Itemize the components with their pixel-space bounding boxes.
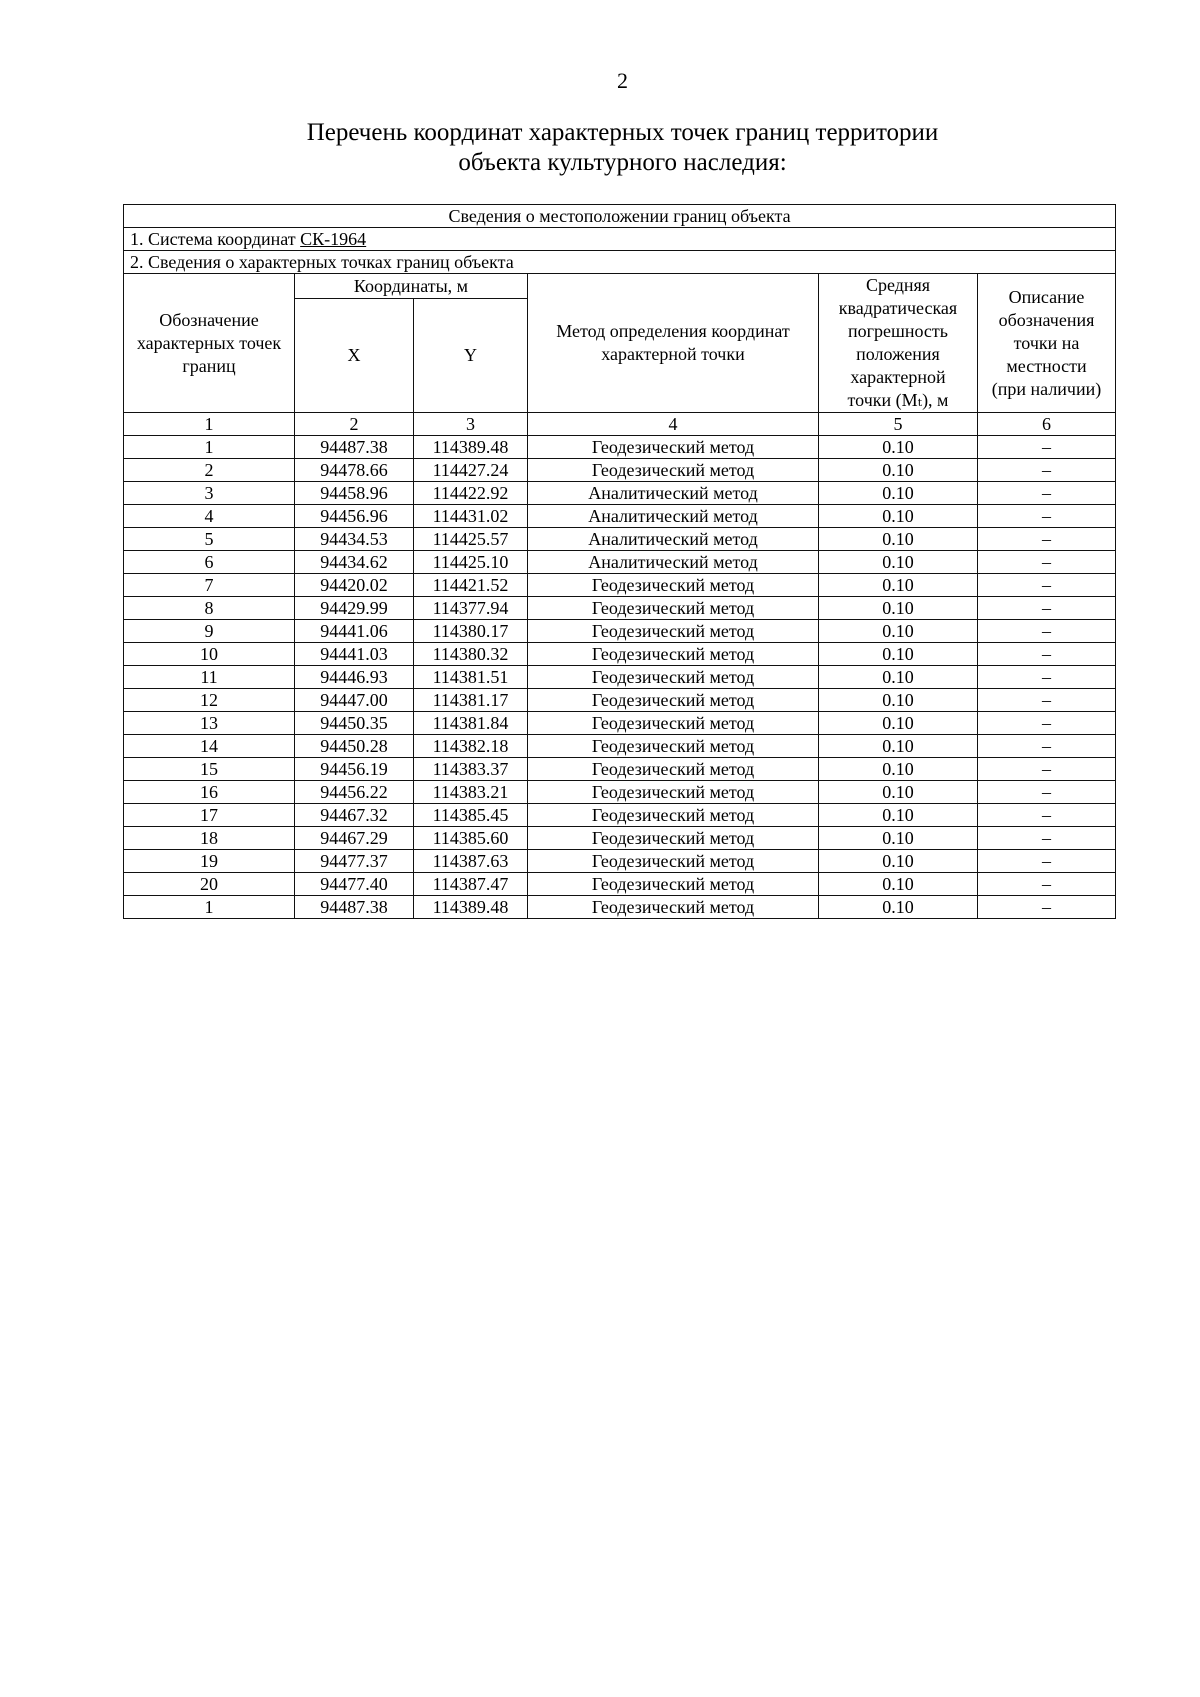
error-cell: 0.10 xyxy=(819,758,978,781)
x-cell: 94467.32 xyxy=(295,804,414,827)
x-cell: 94434.62 xyxy=(295,551,414,574)
method-cell: Геодезический метод xyxy=(528,896,819,919)
description-cell: – xyxy=(978,735,1116,758)
x-cell: 94477.37 xyxy=(295,850,414,873)
x-cell: 94446.93 xyxy=(295,666,414,689)
table-row xyxy=(124,551,1116,574)
error-cell: 0.10 xyxy=(819,551,978,574)
y-cell: 114383.37 xyxy=(414,758,528,781)
method-cell: Геодезический метод xyxy=(528,574,819,597)
point-number-cell: 20 xyxy=(124,873,295,896)
method-cell: Геодезический метод xyxy=(528,689,819,712)
method-cell: Геодезический метод xyxy=(528,643,819,666)
table-section-title-row xyxy=(124,205,1116,228)
y-cell: 114383.21 xyxy=(414,781,528,804)
description-cell: – xyxy=(978,505,1116,528)
table-row xyxy=(124,804,1116,827)
error-cell: 0.10 xyxy=(819,689,978,712)
y-cell: 114389.48 xyxy=(414,896,528,919)
column-number-cell: 3 xyxy=(414,413,528,436)
x-cell: 94441.03 xyxy=(295,643,414,666)
error-cell: 0.10 xyxy=(819,505,978,528)
description-cell: – xyxy=(978,804,1116,827)
table-row xyxy=(124,482,1116,505)
description-cell: – xyxy=(978,827,1116,850)
method-cell: Геодезический метод xyxy=(528,735,819,758)
description-cell: – xyxy=(978,574,1116,597)
x-cell: 94478.66 xyxy=(295,459,414,482)
column-number-cell: 2 xyxy=(295,413,414,436)
point-number-cell: 9 xyxy=(124,620,295,643)
method-cell: Геодезический метод xyxy=(528,459,819,482)
point-number-cell: 4 xyxy=(124,505,295,528)
table-row xyxy=(124,505,1116,528)
x-cell: 94487.38 xyxy=(295,896,414,919)
method-cell: Геодезический метод xyxy=(528,850,819,873)
description-cell: – xyxy=(978,528,1116,551)
header-x: X xyxy=(295,298,414,412)
title-line-1: Перечень координат характерных точек границ территории xyxy=(306,119,939,146)
coord-system-name: СК-1964 xyxy=(300,229,367,249)
y-cell: 114380.32 xyxy=(414,643,528,666)
table-row xyxy=(124,689,1116,712)
table-row xyxy=(124,758,1116,781)
x-cell: 94477.40 xyxy=(295,873,414,896)
table-row xyxy=(124,712,1116,735)
method-cell: Аналитический метод xyxy=(528,505,819,528)
point-number-cell: 7 xyxy=(124,574,295,597)
error-cell: 0.10 xyxy=(819,781,978,804)
table-row xyxy=(124,528,1116,551)
table-row xyxy=(124,666,1116,689)
description-cell: – xyxy=(978,459,1116,482)
y-cell: 114425.57 xyxy=(414,528,528,551)
description-cell: – xyxy=(978,850,1116,873)
point-number-cell: 6 xyxy=(124,551,295,574)
header-error: Средняя квадратическая погрешность положения характерной точки (Mₜ), м xyxy=(819,274,978,413)
description-cell: – xyxy=(978,620,1116,643)
header-designation: Обозначение характерных точек границ xyxy=(124,274,295,413)
table-row xyxy=(124,873,1116,896)
point-number-cell: 16 xyxy=(124,781,295,804)
y-cell: 114381.17 xyxy=(414,689,528,712)
table-row xyxy=(124,827,1116,850)
error-cell: 0.10 xyxy=(819,712,978,735)
method-cell: Геодезический метод xyxy=(528,758,819,781)
point-number-cell: 19 xyxy=(124,850,295,873)
y-cell: 114377.94 xyxy=(414,597,528,620)
point-number-cell: 11 xyxy=(124,666,295,689)
section-2-title: 2. Сведения о характерных точках границ объекта xyxy=(124,251,1116,274)
table-row xyxy=(124,436,1116,459)
method-cell: Аналитический метод xyxy=(528,528,819,551)
description-cell: – xyxy=(978,666,1116,689)
point-number-cell: 14 xyxy=(124,735,295,758)
section-2-row xyxy=(124,251,1116,274)
title-line-2: объекта культурного наследия: xyxy=(458,149,787,176)
y-cell: 114385.45 xyxy=(414,804,528,827)
point-number-cell: 8 xyxy=(124,597,295,620)
x-cell: 94441.06 xyxy=(295,620,414,643)
description-cell: – xyxy=(978,758,1116,781)
method-cell: Аналитический метод xyxy=(528,551,819,574)
point-number-cell: 18 xyxy=(124,827,295,850)
point-number-cell: 2 xyxy=(124,459,295,482)
x-cell: 94420.02 xyxy=(295,574,414,597)
method-cell: Геодезический метод xyxy=(528,873,819,896)
point-number-cell: 10 xyxy=(124,643,295,666)
error-cell: 0.10 xyxy=(819,873,978,896)
y-cell: 114382.18 xyxy=(414,735,528,758)
y-cell: 114381.84 xyxy=(414,712,528,735)
coordinates-table xyxy=(123,204,1116,919)
x-cell: 94447.00 xyxy=(295,689,414,712)
description-cell: – xyxy=(978,712,1116,735)
x-cell: 94487.38 xyxy=(295,436,414,459)
point-number-cell: 13 xyxy=(124,712,295,735)
y-cell: 114422.92 xyxy=(414,482,528,505)
coord-system xyxy=(124,228,1116,251)
y-cell: 114427.24 xyxy=(414,459,528,482)
x-cell: 94450.28 xyxy=(295,735,414,758)
point-number-cell: 17 xyxy=(124,804,295,827)
method-cell: Геодезический метод xyxy=(528,827,819,850)
point-number-cell: 3 xyxy=(124,482,295,505)
description-cell: – xyxy=(978,597,1116,620)
column-numbers-row xyxy=(124,413,1116,436)
table-row xyxy=(124,850,1116,873)
method-cell: Геодезический метод xyxy=(528,712,819,735)
table-row xyxy=(124,781,1116,804)
error-cell: 0.10 xyxy=(819,643,978,666)
point-number-cell: 15 xyxy=(124,758,295,781)
x-cell: 94434.53 xyxy=(295,528,414,551)
header-coordinates: Координаты, м xyxy=(295,274,528,299)
point-number-cell: 12 xyxy=(124,689,295,712)
x-cell: 94456.22 xyxy=(295,781,414,804)
column-number-cell: 1 xyxy=(124,413,295,436)
x-cell: 94458.96 xyxy=(295,482,414,505)
method-cell: Геодезический метод xyxy=(528,620,819,643)
description-cell: – xyxy=(978,551,1116,574)
method-cell: Геодезический метод xyxy=(528,804,819,827)
error-cell: 0.10 xyxy=(819,459,978,482)
error-cell: 0.10 xyxy=(819,850,978,873)
table-row xyxy=(124,597,1116,620)
y-cell: 114421.52 xyxy=(414,574,528,597)
table-row xyxy=(124,735,1116,758)
y-cell: 114425.10 xyxy=(414,551,528,574)
column-number-cell: 4 xyxy=(528,413,819,436)
y-cell: 114381.51 xyxy=(414,666,528,689)
method-cell: Геодезический метод xyxy=(528,666,819,689)
document-title xyxy=(0,118,1200,178)
y-cell: 114380.17 xyxy=(414,620,528,643)
error-cell: 0.10 xyxy=(819,804,978,827)
description-cell: – xyxy=(978,689,1116,712)
description-cell: – xyxy=(978,482,1116,505)
header-method: Метод определения координат характерной точки xyxy=(528,274,819,413)
table-row xyxy=(124,896,1116,919)
description-cell: – xyxy=(978,436,1116,459)
column-number-cell: 6 xyxy=(978,413,1116,436)
error-cell: 0.10 xyxy=(819,735,978,758)
column-number-cell: 5 xyxy=(819,413,978,436)
method-cell: Аналитический метод xyxy=(528,482,819,505)
error-cell: 0.10 xyxy=(819,528,978,551)
y-cell: 114389.48 xyxy=(414,436,528,459)
coord-system-prefix: 1. Система координат xyxy=(130,229,301,249)
description-cell: – xyxy=(978,873,1116,896)
error-cell: 0.10 xyxy=(819,666,978,689)
error-cell: 0.10 xyxy=(819,482,978,505)
page-number: 2 xyxy=(617,68,628,93)
error-cell: 0.10 xyxy=(819,896,978,919)
x-cell: 94450.35 xyxy=(295,712,414,735)
method-cell: Геодезический метод xyxy=(528,781,819,804)
y-cell: 114387.63 xyxy=(414,850,528,873)
description-cell: – xyxy=(978,781,1116,804)
table-row xyxy=(124,620,1116,643)
table-row xyxy=(124,459,1116,482)
header-y: Y xyxy=(414,298,528,412)
y-cell: 114387.47 xyxy=(414,873,528,896)
error-cell: 0.10 xyxy=(819,620,978,643)
coord-system-row xyxy=(124,228,1116,251)
table-row xyxy=(124,574,1116,597)
x-cell: 94429.99 xyxy=(295,597,414,620)
x-cell: 94456.19 xyxy=(295,758,414,781)
method-cell: Геодезический метод xyxy=(528,436,819,459)
y-cell: 114431.02 xyxy=(414,505,528,528)
description-cell: – xyxy=(978,643,1116,666)
point-number-cell: 1 xyxy=(124,896,295,919)
error-cell: 0.10 xyxy=(819,574,978,597)
x-cell: 94456.96 xyxy=(295,505,414,528)
table-row xyxy=(124,643,1116,666)
error-cell: 0.10 xyxy=(819,436,978,459)
header-description: Описание обозначения точки на местности (при наличии) xyxy=(978,274,1116,413)
header-row-1 xyxy=(124,274,1116,299)
y-cell: 114385.60 xyxy=(414,827,528,850)
description-cell: – xyxy=(978,896,1116,919)
x-cell: 94467.29 xyxy=(295,827,414,850)
method-cell: Геодезический метод xyxy=(528,597,819,620)
point-number-cell: 5 xyxy=(124,528,295,551)
section-title: Сведения о местоположении границ объекта xyxy=(124,205,1116,228)
point-number-cell: 1 xyxy=(124,436,295,459)
error-cell: 0.10 xyxy=(819,597,978,620)
error-cell: 0.10 xyxy=(819,827,978,850)
